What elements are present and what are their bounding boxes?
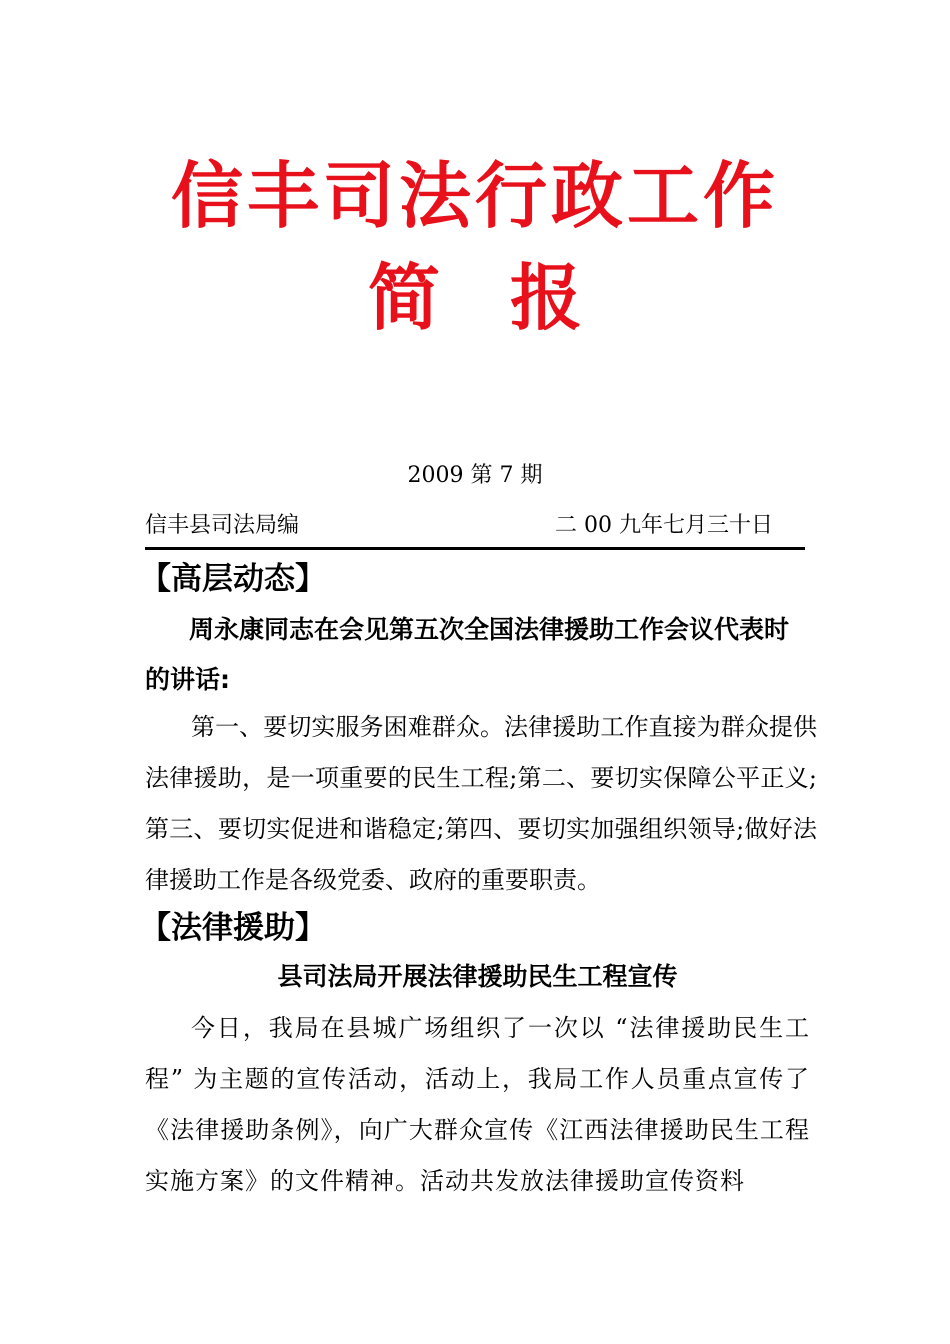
masthead-subtitle: 简报 [367, 256, 652, 340]
article-body-speech: 第一、要切实服务困难群众。法律援助工作直接为群众提供法律援助，是一项重要的民生工程;第二、要切实保障公平正义; 第三、要切实促进和谐稳定;第四、要切实加强组织领导;做好法律援助工作是各级党委、政府的重要职责。 [145, 713, 817, 894]
masthead-title: 信丰司法行政工作 [170, 154, 779, 238]
section-heading-legal-aid: 【法律援助】 [140, 910, 326, 946]
publish-date: 二 00 九年七月三十日 [555, 513, 773, 538]
section-heading-high-level: 【高层动态】 [140, 561, 326, 597]
article-title-publicity: 县司法局开展法律援助民生工程宣传 [277, 962, 678, 991]
editor-label: 信丰县司法局编 [145, 513, 300, 538]
header-divider [145, 547, 805, 550]
article-body-publicity: 今日，我局在县城广场组织了一次以 “法律援助民生工程” 为主题的宣传活动，活动上，我局工作人员重点宣传了《法律援助条例》，向广大群众宣传《江西法律援助民生工程实施方案》的文件精神。活动共发放法律援助宣传资料 [145, 1014, 810, 1195]
article-title-speech: 周永康同志在会见第五次全国法律援助工作会议代表时的讲话: [145, 615, 790, 694]
issue-number: 2009 第 7 期 [407, 463, 543, 488]
